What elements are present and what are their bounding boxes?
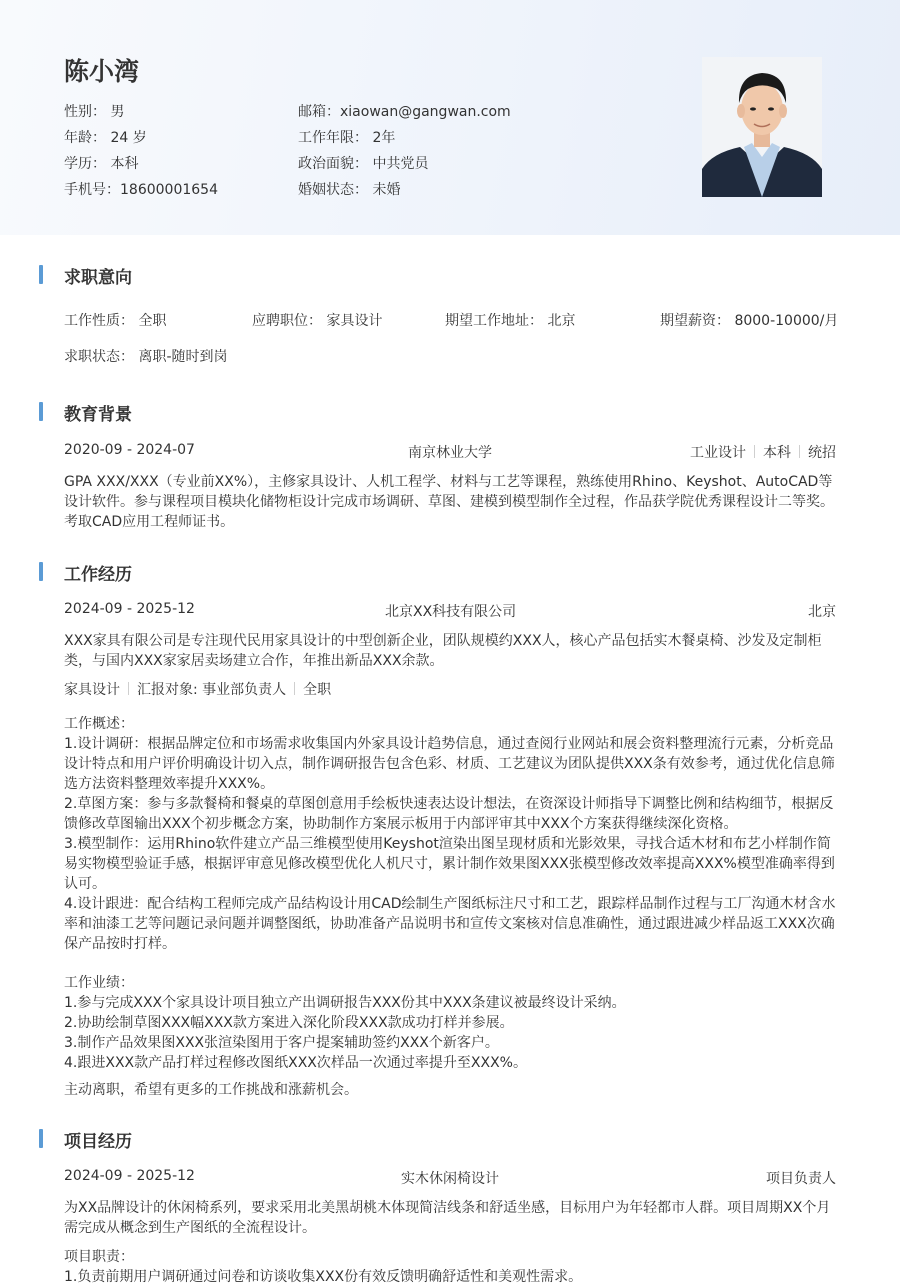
work-achievements <box>64 973 838 1073</box>
education-school: 南京林业大学 <box>408 445 492 461</box>
work-overview-item: 1.设计调研：根据品牌定位和市场需求收集国内外家具设计趋势信息，通过查阅行业网站和展会资料整理流行元素，分析竞品设计特点和用户评价明确设计切入点，制作调研报告包含色彩、材质、工艺建议为团队提供XXX条有效参考，通过优化信息筛选方法资料整理效率提升XXX%。 <box>64 736 835 792</box>
project-duty-label: 项目职责： <box>64 1249 134 1265</box>
project-date: 2024-09 - 2025-12 <box>64 1168 195 1184</box>
project-duty-item: 1.负责前期用户调研通过问卷和访谈收集XXX份有效反馈明确舒适性和美观性需求。 <box>64 1269 583 1285</box>
work-overview-item: 2.草图方案：参与多款餐椅和餐桌的草图创意用手绘板快速表达设计想法，在资深设计师指导下调整比例和结构细节，根据反馈修改草图输出XXX个初步概念方案，协助制作方案展示板用于内部评审其中XXX个方案获得继续深化资格。 <box>64 796 834 832</box>
section-marker <box>39 562 43 581</box>
work-overview-item: 4.设计跟进：配合结构工程师完成产品结构设计用CAD绘制生产图纸标注尺寸和工艺，跟踪样品制作过程与工厂沟通木材含水率和油漆工艺等问题记录问题并调整图纸，协助准备产品说明书和宣传文案核对信息准确性，通过跟进减少样品返工XXX次确保产品按时打样。 <box>64 896 836 952</box>
tag-divider <box>294 682 295 695</box>
work-tag-role: 家具设计 <box>64 682 120 698</box>
work-achievement-item: 4.跟进XXX款产品打样过程修改图纸XXX次样品一次通过率提升至XXX%。 <box>64 1055 527 1071</box>
section-marker <box>39 1129 43 1148</box>
intent-nature: 工作性质： 全职 <box>64 313 167 329</box>
project-description: 为XX品牌设计的休闲椅系列，要求采用北美黑胡桃木体现简洁线条和舒适坐感，目标用户为年轻都市人群。项目周期XX个月需完成从概念到生产图纸的全流程设计。 <box>64 1200 831 1236</box>
work-overview-label: 工作概述： <box>64 716 134 732</box>
info-political: 政治面貌： 中共党员 <box>298 156 429 172</box>
section-title-work: 工作经历 <box>64 565 132 585</box>
info-age: 年龄： 24 岁 <box>64 130 147 146</box>
info-degree: 学历： 本科 <box>64 156 139 172</box>
project-name: 实木休闲椅设计 <box>401 1171 499 1187</box>
work-overview-item: 3.模型制作：运用Rhino软件建立产品三维模型使用Keyshot渲染出图呈现材质和光影效果，寻找合适木材和布艺小样制作简易实物模型验证手感，根据评审意见修改模型优化人机尺寸，累计制作效果图XXX张模型修改效率提高XXX%模型准确率得到认可。 <box>64 836 835 892</box>
intent-location: 期望工作地址： 北京 <box>445 313 576 329</box>
info-years: 工作年限： 2年 <box>298 130 396 146</box>
work-tags <box>64 679 331 699</box>
education-description: GPA XXX/XXX（专业前XX%），主修家具设计、人机工程学、材料与工艺等课程，熟练使用Rhino、Keyshot、AutoCAD等设计软件。参与课程项目模块化储物柜设计完成市场调研、草图、建模到模型制作全过程，作品获学院优秀课程设计二等奖。考取CAD应用工程师证书。 <box>64 474 834 530</box>
work-company: 北京XX科技有限公司 <box>385 604 517 620</box>
section-title-project: 项目经历 <box>64 1132 132 1152</box>
work-leave-reason: 主动离职，希望有更多的工作挑战和涨薪机会。 <box>64 1082 358 1098</box>
candidate-name: 陈小湾 <box>64 57 140 86</box>
section-marker <box>39 402 43 421</box>
work-achievements-label: 工作业绩： <box>64 975 134 991</box>
education-tags <box>690 442 836 462</box>
work-date: 2024-09 - 2025-12 <box>64 601 195 617</box>
project-duties <box>64 1247 838 1287</box>
tag-divider <box>799 445 800 458</box>
work-tag-type: 全职 <box>303 682 332 698</box>
education-date: 2020-09 - 2024-07 <box>64 442 195 458</box>
intent-position: 应聘职位： 家具设计 <box>252 313 383 329</box>
education-major: 工业设计 <box>690 445 746 461</box>
section-marker <box>39 265 43 284</box>
work-tag-report: 汇报对象: 事业部负责人 <box>137 682 287 698</box>
info-gender: 性别： 男 <box>64 104 125 120</box>
info-marital: 婚姻状态： 未婚 <box>298 182 401 198</box>
avatar-photo <box>702 57 822 197</box>
tag-divider <box>754 445 755 458</box>
education-degree: 本科 <box>763 445 791 461</box>
work-company-description: XXX家具有限公司是专注现代民用家具设计的中型创新企业，团队规模约XXX人，核心产品包括实木餐桌椅、沙发及定制柜类，与国内XXX家家居卖场建立合作，年推出新品XXX余款。 <box>64 633 822 669</box>
work-overview <box>64 714 838 954</box>
intent-status: 求职状态： 离职-随时到岗 <box>64 349 228 365</box>
work-achievement-item: 1.参与完成XXX个家具设计项目独立产出调研报告XXX份其中XXX条建议被最终设计采纳。 <box>64 995 626 1011</box>
education-enrollment: 统招 <box>808 445 836 461</box>
intent-salary: 期望薪资： 8000-10000/月 <box>660 313 839 329</box>
tag-divider <box>128 682 129 695</box>
section-title-intent: 求职意向 <box>64 268 132 288</box>
work-achievement-item: 2.协助绘制草图XXX幅XXX款方案进入深化阶段XXX款成功打样并参展。 <box>64 1015 514 1031</box>
work-city: 北京 <box>808 604 836 620</box>
work-achievement-item: 3.制作产品效果图XXX张渲染图用于客户提案辅助签约XXX个新客户。 <box>64 1035 499 1051</box>
header-banner <box>0 0 900 235</box>
project-role: 项目负责人 <box>766 1171 836 1187</box>
info-email: 邮箱：xiaowan@gangwan.com <box>298 104 511 120</box>
section-title-education: 教育背景 <box>64 405 132 425</box>
info-phone: 手机号：18600001654 <box>64 182 218 198</box>
